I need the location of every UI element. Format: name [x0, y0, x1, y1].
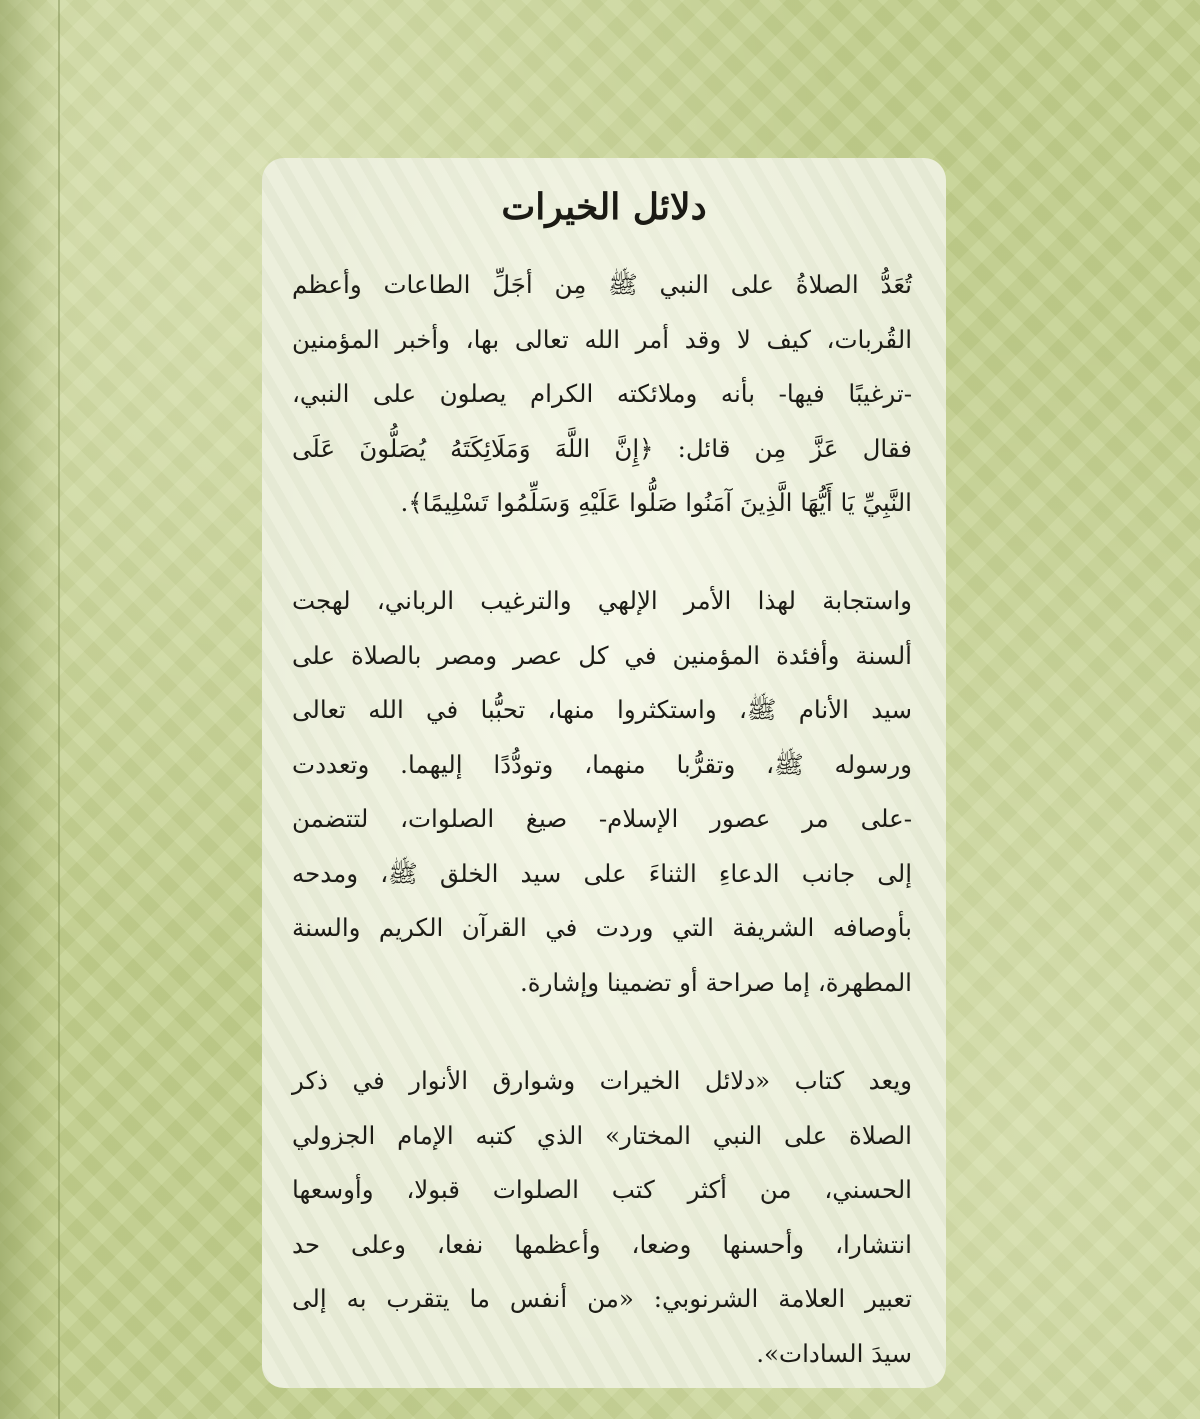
- book-spine-fold: [58, 0, 60, 1419]
- text-line: تعبير العلامة الشرنوبي: «من أنفس ما يتقرب به إلى: [292, 1284, 912, 1313]
- text-line: بأوصافه الشريفة التي وردت في القرآن الكريم والسنة: [292, 913, 912, 942]
- text-line: فقال عَزَّ مِن قائل: ﴿إِنَّ اللَّهَ وَمَلَائِكَتَهُ يُصَلُّونَ عَلَى: [292, 433, 912, 463]
- text-line: -على مر عصور الإسلام- صيغ الصلوات، لتتضمن: [292, 804, 912, 833]
- paragraph-3: [292, 1054, 912, 1381]
- text-line: واستجابة لهذا الأمر الإلهي والترغيب الرباني، لهجت: [292, 586, 912, 615]
- text-line: ويعد كتاب «دلائل الخيرات وشوارق الأنوار في ذكر: [292, 1066, 912, 1095]
- book-spine-shadow: [0, 0, 60, 1419]
- text-line: ورسوله ﷺ، وتقرُّبا منهما، وتودُّدًا إليهما. وتعددت: [292, 749, 912, 779]
- paragraph-2: [292, 574, 912, 1010]
- text-line: الصلاة على النبي المختار» الذي كتبه الإمام الجزولي: [292, 1120, 912, 1150]
- text-line: إلى جانب الدعاءِ الثناءَ على سيد الخلق ﷺ، ومدحه: [292, 858, 912, 888]
- text-line: القُربات، كيف لا وقد أمر الله تعالى بها، وأخبر المؤمنين: [292, 324, 912, 354]
- book-title: دلائل الخيرات: [501, 186, 707, 228]
- text-line: النَّبِيِّ يَا أَيُّهَا الَّذِينَ آمَنُوا صَلُّوا عَلَيْهِ وَسَلِّمُوا تَسْلِيمًا﴾.: [400, 488, 912, 517]
- text-line: تُعَدُّ الصلاةُ على النبي ﷺ مِن أجَلِّ الطاعات وأعظم: [292, 270, 912, 299]
- text-line: المطهرة، إما صراحة أو تضمينا وإشارة.: [519, 967, 912, 997]
- paragraph-1: [292, 258, 912, 531]
- text-panel: [262, 158, 946, 1388]
- text-line: سيد الأنام ﷺ، واستكثروا منها، تحبُّبا في الله تعالى: [292, 695, 912, 724]
- text-line: انتشارا، وأحسنها وضعا، وأعظمها نفعا، وعلى حد: [292, 1229, 912, 1259]
- text-line: ألسنة وأفئدة المؤمنين في كل عصر ومصر بالصلاة على: [292, 640, 912, 670]
- text-line: سيدَ السادات».: [756, 1338, 912, 1368]
- text-line: -ترغيبًا فيها- بأنه وملائكته الكرام يصلون على النبي،: [292, 379, 912, 408]
- text-line: الحسني، من أكثر كتب الصلوات قبولا، وأوسعها: [292, 1175, 912, 1204]
